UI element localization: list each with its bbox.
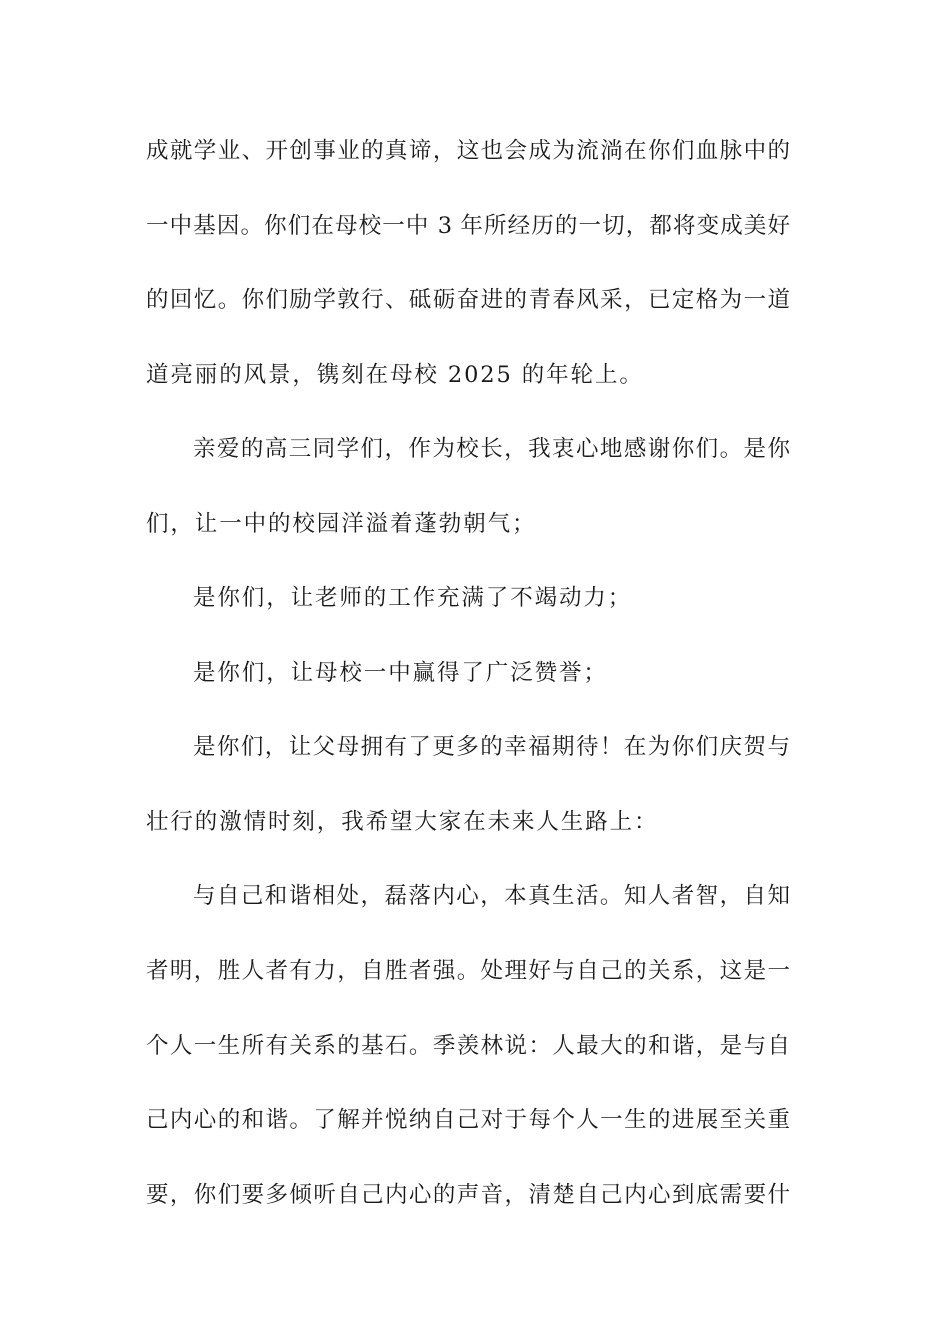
text-line-9: 是你们，让父母拥有了更多的幸福期待！在为你们庆贺与 — [193, 734, 790, 760]
text-line-2: 一中基因。你们在母校一中 3 年所经历的一切，都将变成美好 — [146, 213, 790, 239]
text-line-5: 亲爱的高三同学们，作为校长，我衷心地感谢你们。是你 — [193, 436, 790, 462]
text-line-14: 己内心的和谐。了解并悦纳自己对于每个人一生的进展至关重 — [146, 1107, 790, 1133]
text-line-11: 与自己和谐相处，磊落内心，本真生活。知人者智，自知 — [193, 883, 790, 909]
text-line-12: 者明，胜人者有力，自胜者强。处理好与自己的关系，这是一 — [146, 958, 790, 984]
text-line-10: 壮行的激情时刻，我希望大家在未来人生路上： — [146, 809, 659, 835]
text-line-7: 是你们，让老师的工作充满了不竭动力； — [193, 585, 633, 611]
text-line-1: 成就学业、开创事业的真谛，这也会成为流淌在你们血脉中的 — [146, 138, 790, 164]
text-line-15: 要，你们要多倾听自己内心的声音，清楚自己内心到底需要什 — [146, 1182, 790, 1208]
text-line-6: 们，让一中的校园洋溢着蓬勃朝气； — [146, 511, 537, 537]
text-line-4: 道亮丽的风景，镌刻在母校 2025 的年轮上。 — [146, 362, 644, 388]
text-line-8: 是你们，让母校一中赢得了广泛赞誉； — [193, 660, 608, 686]
text-line-13: 个人一生所有关系的基石。季羡林说：人最大的和谐，是与自 — [146, 1033, 790, 1059]
text-line-3: 的回忆。你们励学敦行、砥砺奋进的青春风采，已定格为一道 — [146, 287, 790, 313]
